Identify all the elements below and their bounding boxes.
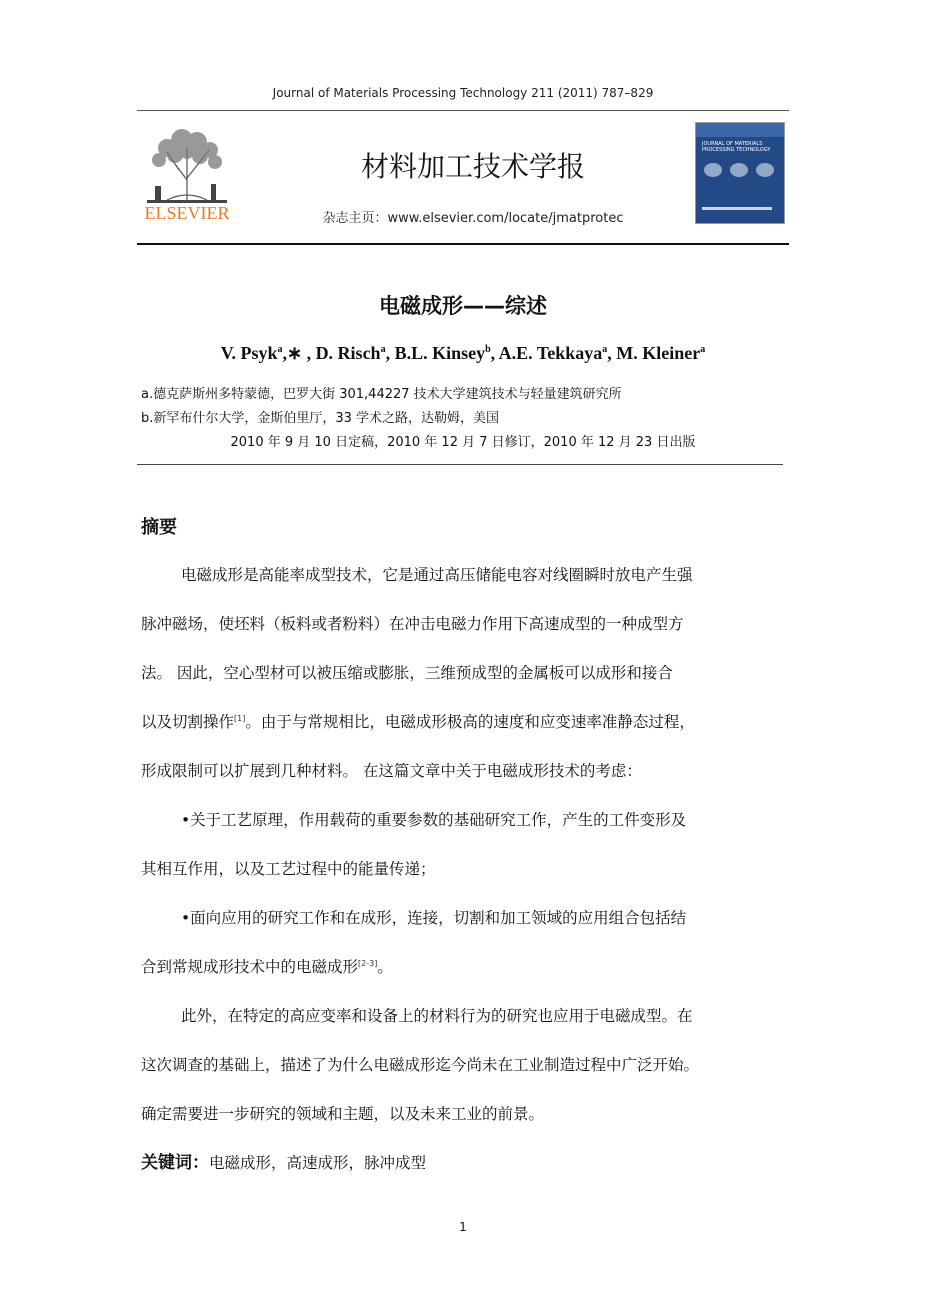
cover-banner — [696, 123, 784, 137]
article-dates: 2010 年 9 月 10 日定稿，2010 年 12 月 7 日修订，2010 年 12 月 23 日出版 — [230, 435, 696, 450]
abstract-heading: 摘要 — [141, 517, 177, 538]
keywords — [141, 1148, 791, 1173]
citation-ref[interactable]: [1] — [234, 713, 246, 723]
abstract-line: 确定需要进一步研究的领域和主题，以及未来工业的前景。 — [141, 1105, 545, 1123]
abstract-bullet-line: •面向应用的研究工作和在成形，连接，切割和加工领域的应用组合包括结 — [181, 909, 687, 927]
page-number: 1 — [459, 1220, 467, 1234]
citation-ref[interactable]: [2-3] — [358, 958, 378, 968]
author: , A.E. Tekkaya$^a$ — [490, 343, 608, 363]
abstract-line: 这次调查的基础上，描述了为什么电磁成形迄今尚未在工业制造过程中广泛开始。 — [141, 1056, 700, 1074]
abstract-line: 此外，在特定的高应变率和设备上的材料行为的研究也应用于电磁成型。在 — [181, 1007, 693, 1025]
journal-homepage[interactable]: 杂志主页：www.elsevier.com/locate/jmatprotec — [322, 211, 624, 226]
cover-title: JOURNAL OF MATERIALS PROCESSING TECHNOLOGY — [702, 141, 771, 153]
author: V. Psyk$^a$,∗ — [220, 343, 303, 363]
cover-footer-bar — [702, 207, 772, 210]
author: , D. Risch$^a$ — [306, 343, 386, 363]
title-block-rule — [137, 464, 783, 465]
journal-title: 材料加工技术学报 — [360, 150, 585, 183]
abstract-line: 脉冲磁场，使坯料（板料或者粉料）在冲击电磁力作用下高速成型的一种成型方 — [141, 615, 684, 633]
affiliation-b: b.新罕布什尔大学，金斯伯里厅，33 学术之路，达勒姆，美国 — [141, 411, 500, 426]
abstract-line: 形成限制可以扩展到几种材料。 在这篇文章中关于电磁成形技术的考虑： — [141, 762, 642, 780]
journal-citation: Journal of Materials Processing Technology 211 (2011) 787–829 — [272, 86, 654, 100]
keywords-text: 电磁成形，高速成形，脉冲成型 — [209, 1154, 427, 1172]
abstract-line: 其相互作用，以及工艺过程中的能量传递； — [141, 860, 436, 878]
abstract-line: 以及切割操作[1]。由于与常规相比，电磁成形极高的速度和应变速率准静态过程， — [141, 713, 695, 731]
affiliation-a: a.德克萨斯州多特蒙德，巴罗大街 301,44227 技术大学建筑技术与轻量建筑研究所 — [141, 387, 622, 402]
elsevier-wordmark: ELSEVIER — [144, 203, 230, 223]
abstract-line: 合到常规成形技术中的电磁成形[2-3]。 — [141, 958, 393, 976]
abstract-bullet-line: •关于工艺原理，作用载荷的重要参数的基础研究工作，产生的工件变形及 — [181, 811, 687, 829]
keywords-label: 关键词： — [141, 1153, 209, 1173]
header-divider — [137, 243, 789, 245]
author: , M. Kleiner$^a$ — [607, 343, 706, 363]
author-list — [0, 343, 926, 364]
header-rule — [137, 110, 789, 111]
author: , B.L. Kinsey$^b$ — [385, 343, 491, 363]
abstract-line: 电磁成形是高能率成型技术，它是通过高压储能电容对线圈瞬时放电产生强 — [181, 566, 693, 584]
abstract-line: 法。 因此，空心型材可以被压缩或膨胀，三维预成型的金属板可以成形和接合 — [141, 664, 673, 682]
journal-cover-image — [695, 122, 785, 224]
article-title: 电磁成形——综述 — [379, 294, 547, 318]
cover-figure — [730, 163, 748, 177]
cover-figure — [704, 163, 722, 177]
cover-figure — [756, 163, 774, 177]
